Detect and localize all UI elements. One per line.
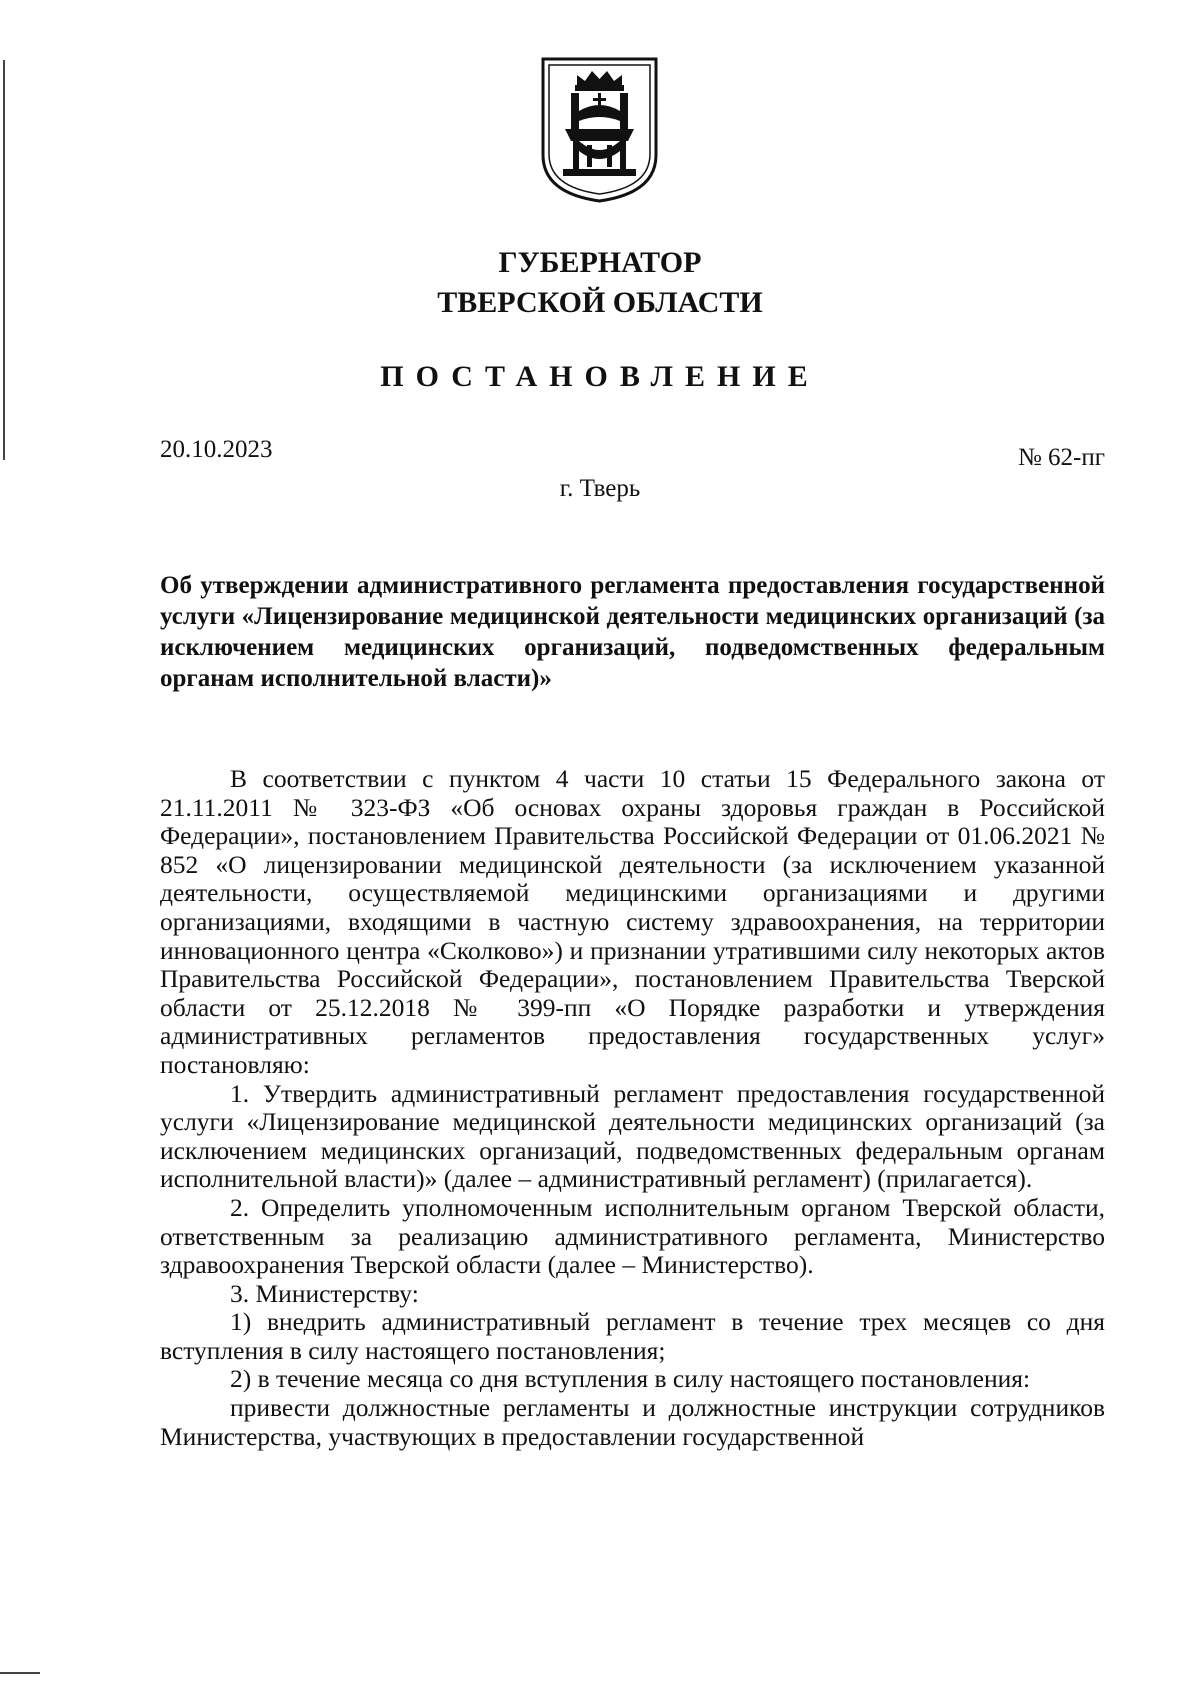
- item-3-1-paragraph: 1) внедрить административный регламент в течение трех месяцев со дня вступления в силу настоящего постановления;: [160, 1307, 1105, 1365]
- item-3-2-paragraph: 2) в течение месяца со дня вступления в силу настоящего постановления:: [230, 1364, 1031, 1394]
- document-type: ПОСТАНОВЛЕНИЕ: [380, 360, 820, 393]
- document-title: Об утверждении административного регламента предоставления государственной услуги «Лицензирование медицинской деятельности медицинских организаций (за исключением медицинских организаций, подведомственных федеральным органам исполнительной власти)»: [160, 572, 1105, 692]
- document-city: г. Тверь: [559, 475, 641, 502]
- authority-line-2: ТВЕРСКОЙ ОБЛАСТИ: [437, 286, 763, 319]
- tver-coat-of-arms-icon: [539, 55, 660, 205]
- item-3-paragraph: 3. Министерству:: [230, 1278, 419, 1308]
- item-3-2-text-paragraph: привести должностные регламенты и должностные инструкции сотрудников Министерства, участвующих в предоставлении государственной: [160, 1393, 1105, 1451]
- document-date: 20.10.2023: [160, 436, 273, 463]
- document-body: [160, 765, 1105, 1451]
- document-number: № 62-пг: [1017, 444, 1105, 471]
- scan-edge-bottom: [0, 1672, 40, 1674]
- authority-line-1: ГУБЕРНАТОР: [498, 246, 702, 279]
- item-2-paragraph: 2. Определить уполномоченным исполнительным органом Тверской области, ответственным за реализацию административного регламента, Министерство здравоохранения Тверской области (далее – Министерство).: [160, 1192, 1105, 1280]
- preamble-paragraph: В соответствии с пунктом 4 части 10 статьи 15 Федерального закона от 21.11.2011 № 323-ФЗ «Об основах охраны здоровья граждан в Российской Федерации», постановлением Правительства Российской Федерации от 01.06.2021 № 852 «О лицензировании медицинской деятельности (за исключением указанной деятельности, осуществляемой медицинскими организациями и другими организациями, входящими в частную систему здравоохранения, на территории инновационного центра «Сколково») и признании утратившими силу некоторых актов Правительства Российской Федерации», постановлением Правительства Тверской области от 25.12.2018 № 399-пп «О Порядке разработки и утверждения административных регламентов предоставления государственных услуг» постановляю:: [160, 764, 1105, 1079]
- item-1-paragraph: 1. Утвердить административный регламент предоставления государственной услуги «Лицензирование медицинской деятельности медицинских организаций (за исключением медицинских организаций, подведомственных федеральным органам исполнительной власти)» (далее – административный регламент) (прилагается).: [160, 1078, 1105, 1194]
